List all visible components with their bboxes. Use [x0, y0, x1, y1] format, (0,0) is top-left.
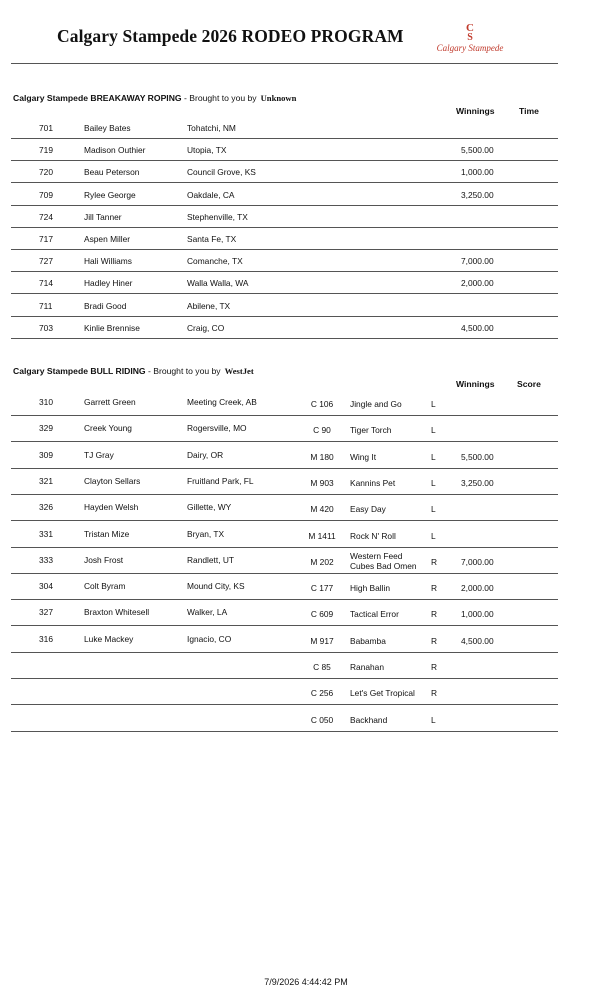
stock-number: C 256	[310, 688, 334, 699]
back-number: 714	[39, 278, 53, 289]
back-number: 701	[39, 123, 53, 133]
winnings: 1,000.00	[461, 609, 494, 620]
event-name: Calgary Stampede BREAKAWAY ROPING	[13, 93, 182, 103]
bull-name: Tactical Error	[350, 609, 399, 620]
table-row	[11, 599, 558, 626]
back-number: 724	[39, 211, 53, 222]
winnings: 1,000.00	[461, 167, 494, 178]
stock-number: M 903	[310, 477, 334, 488]
stock-number: C 90	[313, 425, 331, 436]
stock-number: C 609	[310, 609, 334, 620]
delivery-side: L	[431, 504, 436, 515]
delivery-side: R	[431, 635, 438, 646]
table-row	[11, 521, 558, 548]
back-number: 717	[39, 234, 53, 244]
back-number: 719	[39, 145, 53, 156]
table-row	[11, 389, 558, 416]
contestant-name: TJ Gray	[84, 449, 114, 460]
contestant-name: Hali Williams	[84, 256, 132, 267]
table-row	[11, 626, 558, 653]
event-name: Calgary Stampede BULL RIDING	[13, 366, 146, 376]
table-row	[11, 678, 558, 705]
contestant-name: Tristan Mize	[84, 528, 130, 539]
contestant-name: Clayton Sellars	[84, 475, 141, 486]
col-header-winnings: Winnings	[456, 106, 495, 116]
back-number: 329	[39, 423, 53, 434]
contestant-name: Bailey Bates	[84, 123, 131, 133]
hometown: Santa Fe, TX	[187, 234, 237, 244]
table-row	[11, 494, 558, 521]
table-row	[11, 160, 558, 183]
hometown: Randlett, UT	[187, 554, 235, 565]
breakaway-section-header	[13, 93, 296, 103]
bull-name: Backhand	[350, 714, 388, 725]
delivery-side: L	[431, 425, 436, 436]
table-row	[11, 294, 558, 317]
winnings: 4,500.00	[461, 322, 494, 333]
bull-name: Let's Get Tropical	[350, 688, 415, 699]
table-row	[11, 415, 558, 442]
contestant-name: Kinlie Brennise	[84, 322, 140, 333]
winnings: 7,000.00	[461, 256, 494, 267]
brought-by-text: - Brought to you by	[145, 366, 221, 376]
back-number: 326	[39, 502, 53, 513]
contestant-name: Garrett Green	[84, 397, 136, 407]
bull-name: High Ballin	[350, 583, 391, 594]
hometown: Craig, CO	[187, 322, 225, 333]
table-row	[11, 468, 558, 495]
contestant-name: Braxton Whitesell	[84, 607, 150, 618]
back-number: 304	[39, 581, 53, 592]
contestant-name: Bradi Good	[84, 300, 127, 311]
table-row	[11, 442, 558, 469]
table-row	[11, 227, 558, 250]
hometown: Walla Walla, WA	[187, 278, 249, 289]
back-number: 321	[39, 475, 53, 486]
table-row	[11, 249, 558, 272]
stock-number: C 85	[313, 662, 331, 672]
table-row	[11, 652, 558, 679]
print-timestamp: 7/9/2026 4:44:42 PM	[264, 977, 348, 987]
contestant-name: Rylee George	[84, 189, 136, 200]
back-number: 327	[39, 607, 53, 618]
winnings: 3,250.00	[461, 189, 494, 200]
delivery-side: L	[431, 714, 436, 725]
bull-name-line: Cubes Bad Omen	[350, 560, 417, 571]
table-row	[11, 705, 558, 732]
svg-text:S: S	[467, 32, 473, 43]
hometown: Gillette, WY	[187, 502, 232, 513]
stock-number: M 202	[310, 556, 334, 567]
hometown: Abilene, TX	[187, 300, 231, 311]
brought-by-text: - Brought to you by	[181, 93, 257, 103]
col-header-time: Time	[519, 106, 539, 116]
table-row	[11, 316, 558, 339]
bull-name	[350, 551, 417, 571]
hometown: Mound City, KS	[187, 581, 245, 592]
bullriding-section-header	[13, 366, 254, 376]
back-number: 720	[39, 167, 53, 178]
contestant-name: Jill Tanner	[84, 211, 122, 222]
hometown: Rogersville, MO	[187, 423, 247, 434]
contestant-name: Hayden Welsh	[84, 502, 139, 513]
back-number: 703	[39, 322, 53, 333]
stock-number: C 177	[310, 583, 334, 594]
delivery-side: L	[431, 399, 436, 409]
bull-name: Jingle and Go	[350, 399, 402, 409]
bull-name: Easy Day	[350, 504, 386, 515]
col-header-score: Score	[517, 379, 541, 389]
back-number: 316	[39, 633, 53, 644]
header-divider	[11, 63, 558, 64]
col-header-winnings: Winnings	[456, 379, 495, 389]
table-row	[11, 183, 558, 206]
hometown: Stephenville, TX	[187, 211, 248, 222]
hometown: Oakdale, CA	[187, 189, 235, 200]
bull-name: Ranahan	[350, 662, 384, 672]
back-number: 333	[39, 554, 53, 565]
contestant-name: Hadley Hiner	[84, 278, 133, 289]
stock-number: M 917	[310, 635, 334, 646]
hometown: Fruitland Park, FL	[187, 475, 254, 486]
contestant-name: Madison Outhier	[84, 145, 146, 156]
stock-number: C 106	[310, 399, 334, 409]
calgary-stampede-logo	[434, 18, 506, 58]
contestant-name: Colt Byram	[84, 581, 126, 592]
hometown: Tohatchi, NM	[187, 123, 236, 133]
delivery-side: L	[431, 451, 436, 462]
bull-name: Kannins Pet	[350, 477, 396, 488]
hometown: Ignacio, CO	[187, 633, 232, 644]
stock-number: C 050	[310, 714, 334, 725]
bull-name: Babamba	[350, 635, 386, 646]
delivery-side: L	[431, 530, 436, 541]
back-number: 310	[39, 397, 53, 407]
back-number: 309	[39, 449, 53, 460]
sponsor-name: Unknown	[260, 93, 297, 103]
table-row	[11, 205, 558, 228]
winnings: 5,500.00	[461, 145, 494, 156]
contestant-name: Beau Peterson	[84, 167, 140, 178]
sponsor-name: WestJet	[224, 366, 254, 376]
delivery-side: R	[431, 688, 438, 699]
table-row	[11, 271, 558, 294]
delivery-side: R	[431, 662, 438, 672]
delivery-side: R	[431, 609, 438, 620]
page-title: Calgary Stampede 2026 RODEO PROGRAM	[57, 26, 404, 46]
contestant-name: Josh Frost	[84, 554, 124, 565]
delivery-side: R	[431, 556, 438, 567]
winnings: 3,250.00	[461, 477, 494, 488]
table-row	[11, 138, 558, 161]
winnings: 2,000.00	[461, 583, 494, 594]
hometown: Walker, LA	[187, 607, 228, 618]
bull-name: Wing It	[350, 451, 377, 462]
hometown: Meeting Creek, AB	[187, 397, 257, 407]
winnings: 2,000.00	[461, 278, 494, 289]
back-number: 727	[39, 256, 53, 267]
svg-text:C: C	[466, 22, 474, 34]
winnings: 4,500.00	[461, 635, 494, 646]
stock-number: M 420	[310, 504, 334, 515]
hometown: Council Grove, KS	[187, 167, 256, 178]
svg-text:Calgary Stampede: Calgary Stampede	[436, 43, 504, 53]
back-number: 331	[39, 528, 53, 539]
bull-name: Rock N' Roll	[350, 530, 396, 541]
contestant-name: Aspen Miller	[84, 234, 131, 244]
contestant-name: Creek Young	[84, 423, 132, 434]
bull-name: Tiger Torch	[350, 425, 392, 436]
winnings: 5,500.00	[461, 451, 494, 462]
table-row	[11, 116, 558, 139]
table-row	[11, 573, 558, 600]
stock-number: M 180	[310, 451, 334, 462]
back-number: 709	[39, 189, 53, 200]
stock-number: M 1411	[308, 530, 336, 541]
hometown: Dairy, OR	[187, 449, 224, 460]
hometown: Comanche, TX	[187, 256, 243, 267]
table-row	[11, 547, 558, 574]
winnings: 7,000.00	[461, 556, 494, 567]
delivery-side: L	[431, 477, 436, 488]
delivery-side: R	[431, 583, 438, 594]
bull-name-line: Western Feed	[350, 550, 403, 561]
hometown: Bryan, TX	[187, 528, 225, 539]
hometown: Utopia, TX	[187, 145, 227, 156]
contestant-name: Luke Mackey	[84, 633, 134, 644]
back-number: 711	[39, 300, 53, 311]
